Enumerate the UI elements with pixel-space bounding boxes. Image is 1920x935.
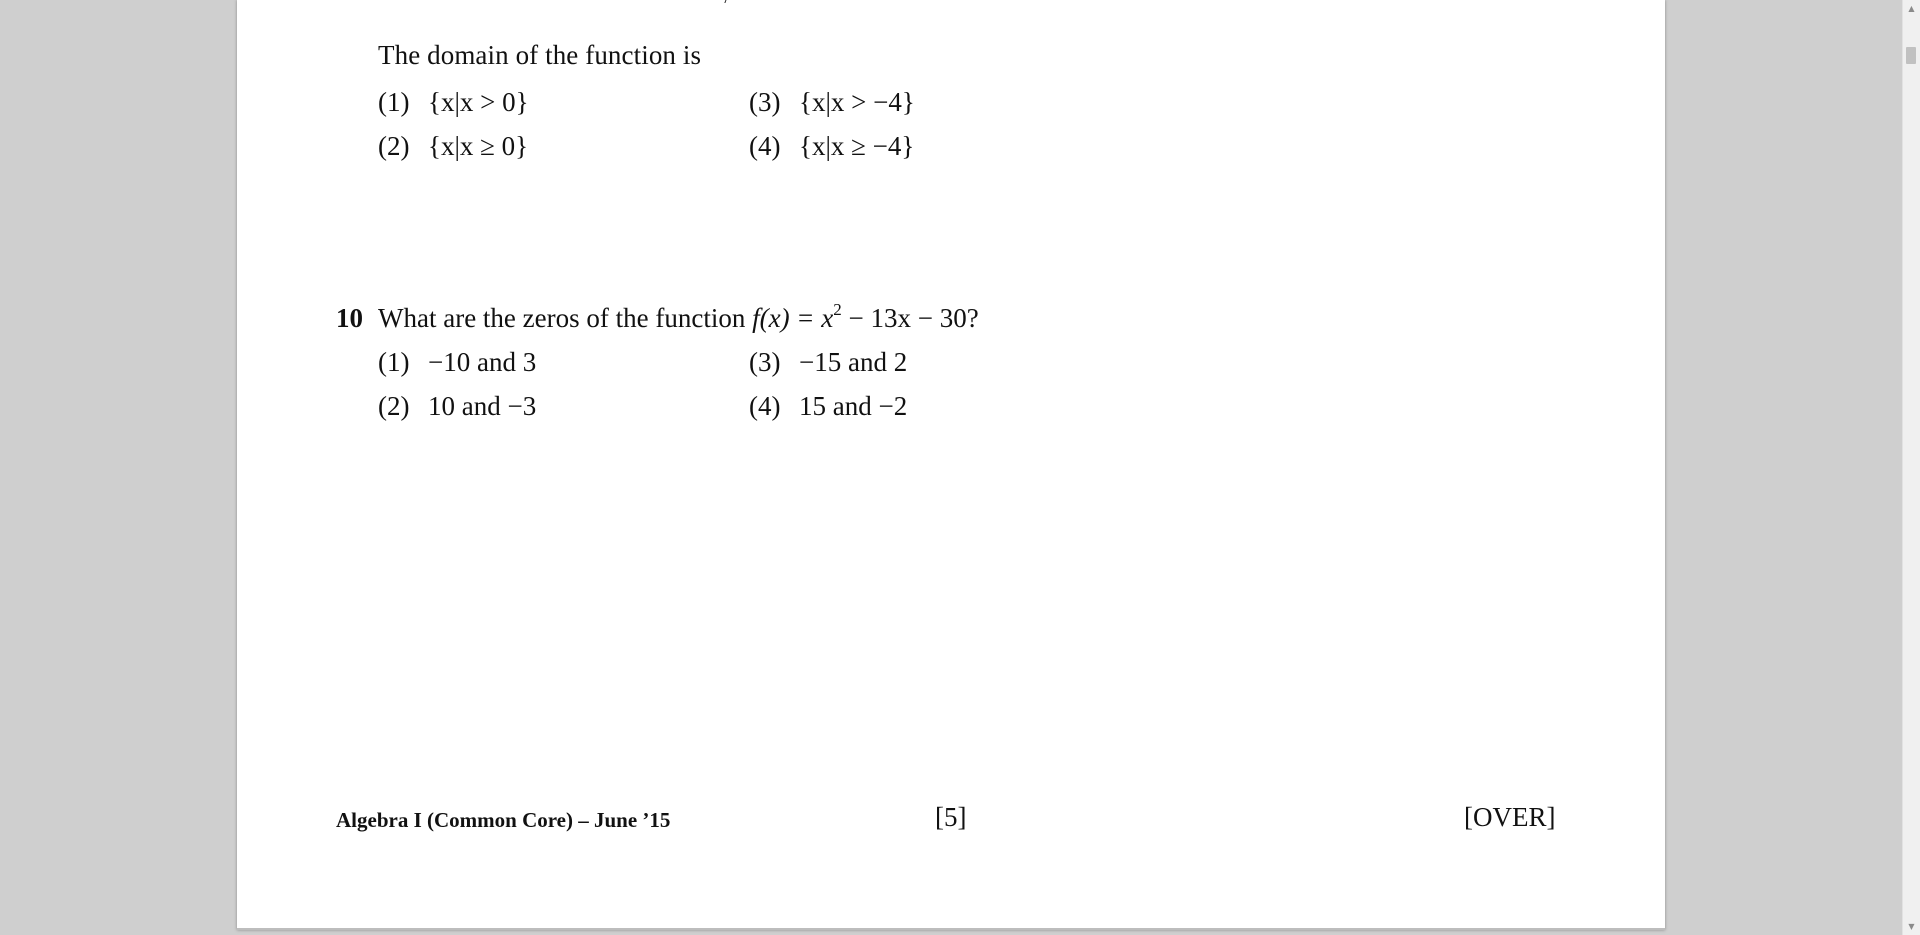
question-10-choice-2 [378,391,536,422]
choice-text: {x|x > 0} [428,87,529,117]
exponent: 2 [833,300,842,319]
scroll-thumb[interactable] [1906,47,1916,64]
choice-number: (4) [749,131,781,161]
choice-text: 10 and −3 [428,391,537,421]
page-bottom-edge [237,928,1665,930]
scroll-up-icon[interactable]: ▲ [1908,4,1915,13]
choice-text: {x|x ≥ −4} [799,131,915,161]
choice-text: −10 and 3 [428,347,537,377]
question-10-choice-1 [378,347,536,378]
question-prompt: What are the zeros of the function [378,303,746,333]
choice-number: (1) [378,347,410,377]
function-expression-rest: − 13x − 30? [841,303,979,333]
question-9-choice-2 [378,131,528,162]
choice-number: (1) [378,87,410,117]
vertical-scrollbar[interactable] [1902,0,1920,935]
question-9-choice-3 [749,87,915,118]
choice-number: (2) [378,131,410,161]
footer-over-label: [OVER] [1464,802,1556,832]
question-9-choice-4 [749,131,914,162]
choice-number: (2) [378,391,410,421]
question-9-stem: The domain of the function is [378,40,702,70]
choice-number: (4) [749,391,781,421]
clipped-mark [720,0,728,3]
choice-number: (3) [749,87,781,117]
question-number: 10 [336,303,363,333]
question-10-choice-3 [749,347,907,378]
question-10-choice-4 [749,391,907,422]
footer-exam-title: Algebra I (Common Core) – June ’15 [336,808,671,832]
function-expression: f(x) = x [752,303,834,333]
document-page [237,0,1665,930]
scroll-down-icon[interactable]: ▼ [1908,922,1915,931]
choice-number: (3) [749,347,781,377]
choice-text: {x|x ≥ 0} [428,131,529,161]
question-10-stem [336,300,979,334]
choice-text: −15 and 2 [799,347,908,377]
choice-text: 15 and −2 [799,391,908,421]
choice-text: {x|x > −4} [799,87,915,117]
footer-page-number: [5] [935,802,967,832]
question-9-choice-1 [378,87,529,118]
